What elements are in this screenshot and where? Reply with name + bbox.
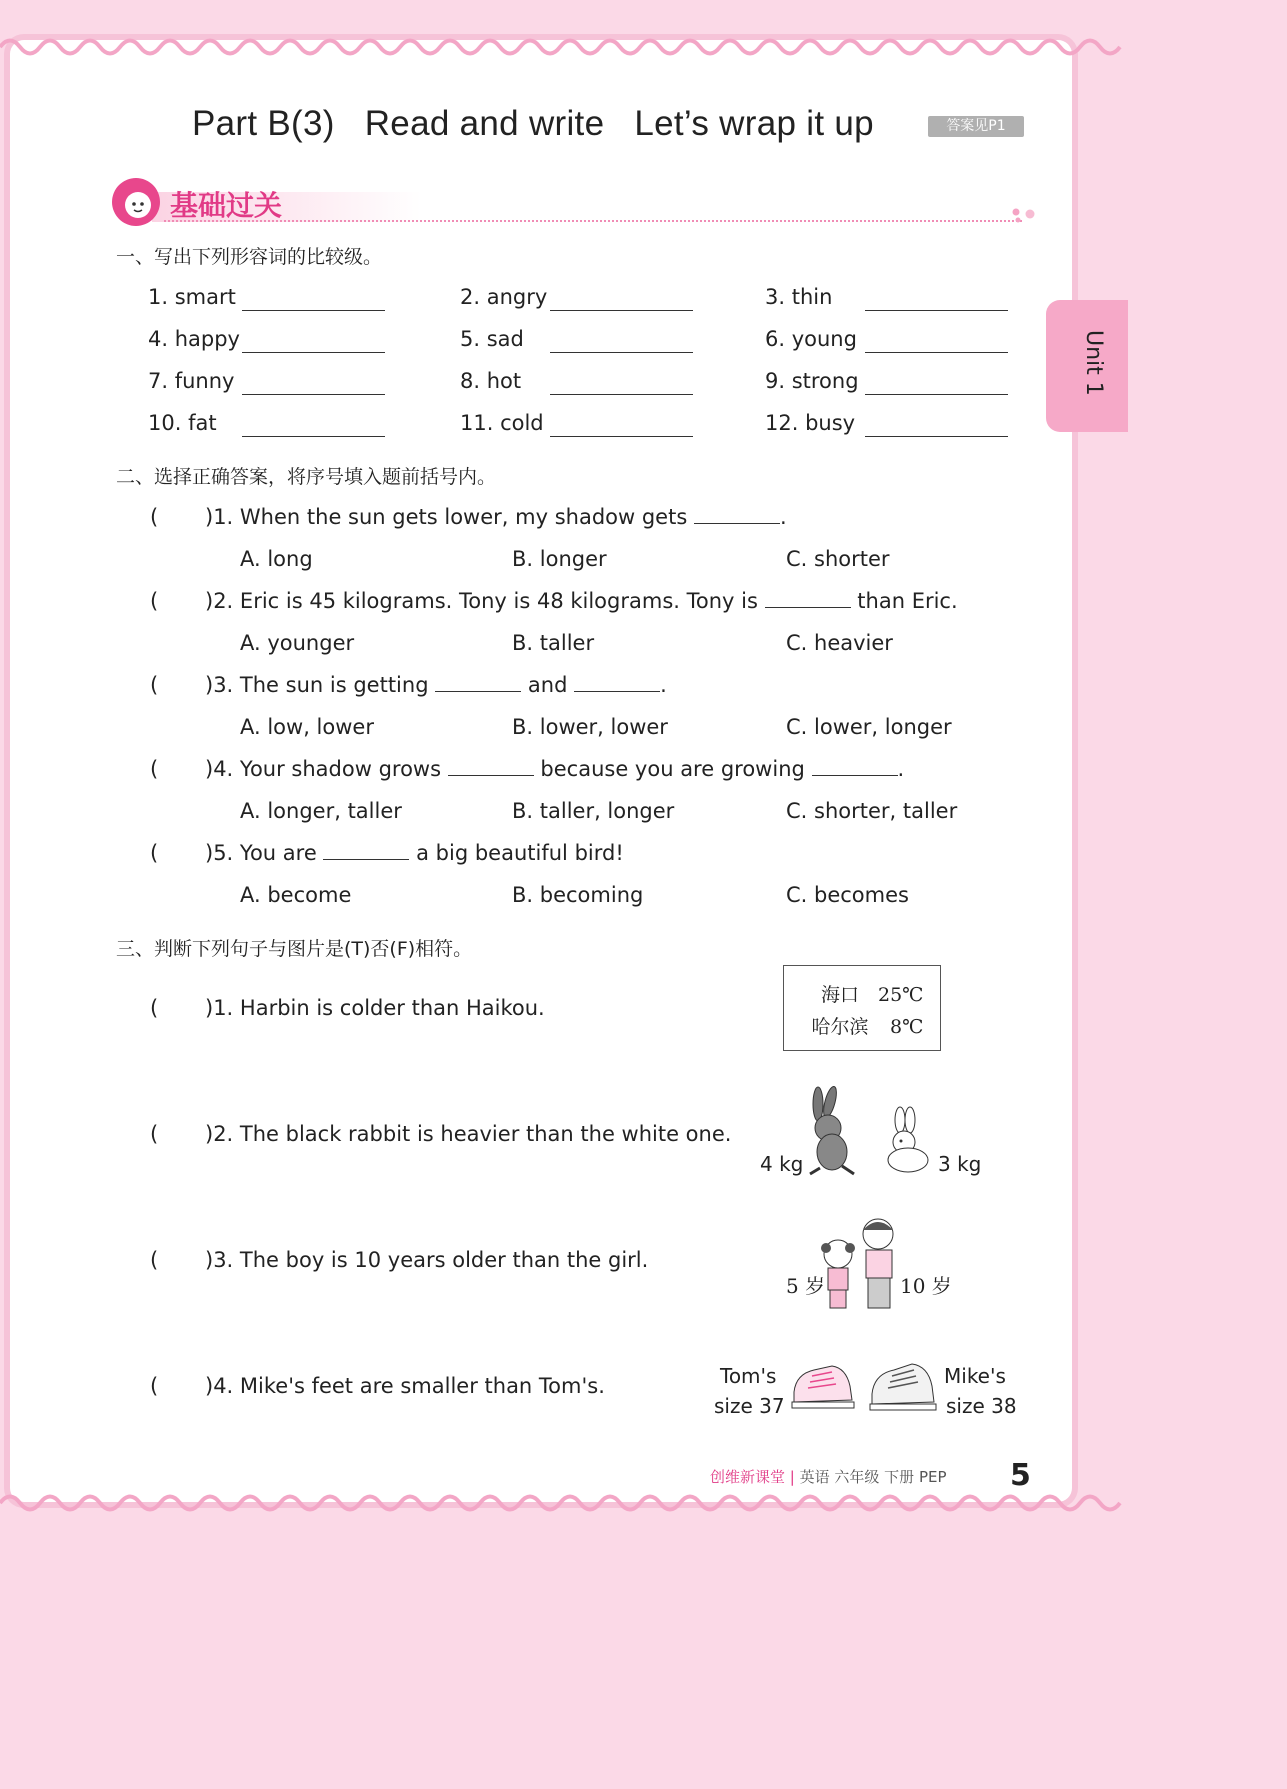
question-text-end: a big beautiful bird! — [416, 841, 624, 865]
temp-row-haikou — [802, 980, 923, 1007]
question-text: Your shadow grows — [239, 757, 442, 781]
answer-blank[interactable] — [242, 394, 385, 395]
q2-title: 二、选择正确答案，将序号填入题前括号内。 — [116, 466, 497, 488]
footer-separator: | — [789, 1468, 795, 1486]
answer-paren[interactable]: ( — [150, 996, 159, 1020]
fill-blank[interactable] — [448, 757, 534, 776]
fill-blank[interactable] — [323, 841, 409, 860]
q1-item: 3. thin — [765, 285, 833, 309]
answer-blank[interactable] — [550, 436, 693, 437]
option-a: A. low, lower — [240, 715, 374, 739]
q1-item: 8. hot — [460, 369, 522, 393]
question-text-end: . — [897, 757, 905, 781]
q1-title: 一、写出下列形容词的比较级。 — [116, 246, 383, 268]
mike-label: Mike's — [944, 1364, 1006, 1388]
page-title — [192, 104, 874, 144]
fill-blank[interactable] — [812, 757, 898, 776]
question-text: When the sun gets lower, my shadow gets — [239, 505, 688, 529]
white-rabbit-icon — [876, 1106, 936, 1176]
answer-blank[interactable] — [865, 310, 1008, 311]
q2-question-4 — [205, 757, 904, 781]
answer-blank[interactable] — [550, 310, 693, 311]
girl-and-boy-icon — [816, 1210, 900, 1314]
option-b: B. becoming — [512, 883, 644, 907]
answer-blank[interactable] — [865, 436, 1008, 437]
answer-paren[interactable]: ( — [150, 757, 159, 781]
answer-blank[interactable] — [865, 394, 1008, 395]
question-text-mid: and — [527, 673, 568, 697]
city-name: 哈尔滨 — [811, 1016, 869, 1038]
q1-item: 11. cold — [460, 411, 544, 435]
answer-paren[interactable]: ( — [150, 1248, 159, 1272]
option-c: C. shorter — [786, 547, 890, 571]
answer-paren[interactable]: ( — [150, 673, 159, 697]
city-temp: 25℃ — [878, 984, 924, 1006]
mike-size: size 38 — [946, 1394, 1017, 1418]
title-wrap: Let’s wrap it up — [634, 104, 874, 143]
question-text: Eric is 45 kilograms. Tony is 48 kilograms. Tony is — [239, 589, 758, 613]
answer-paren[interactable]: ( — [150, 589, 159, 613]
q3-statement-4: )4. Mike's feet are smaller than Tom's. — [205, 1374, 605, 1398]
option-c: C. lower, longer — [786, 715, 952, 739]
q1-item: 6. young — [765, 327, 857, 351]
question-text-mid: because you are growing — [540, 757, 805, 781]
q3-statement-1: )1. Harbin is colder than Haikou. — [205, 996, 545, 1020]
fill-blank[interactable] — [765, 589, 851, 608]
unit-tab[interactable] — [1046, 300, 1128, 432]
q1-item: 7. funny — [148, 369, 235, 393]
option-c: C. becomes — [786, 883, 909, 907]
city-name: 海口 — [820, 984, 859, 1006]
option-b: B. lower, lower — [512, 715, 668, 739]
section-divider — [164, 220, 1022, 222]
answer-blank[interactable] — [242, 310, 385, 311]
footer — [710, 1466, 947, 1487]
tom-shoes-icon — [788, 1356, 858, 1412]
q1-item: 12. busy — [765, 411, 856, 435]
answer-paren[interactable]: ( — [150, 841, 159, 865]
boy-age: 10 岁 — [900, 1274, 952, 1298]
tom-label: Tom's — [720, 1364, 777, 1388]
unit-tab-label: Unit 1 — [1081, 330, 1106, 396]
fill-blank[interactable] — [574, 673, 660, 692]
option-b: B. longer — [512, 547, 607, 571]
city-temp: 8℃ — [890, 1016, 924, 1038]
page-number: 5 — [1010, 1458, 1031, 1493]
title-read: Read and write — [364, 104, 605, 143]
answer-blank[interactable] — [865, 352, 1008, 353]
q3-title: 三、判断下列句子与图片是(T)否(F)相符。 — [116, 938, 473, 960]
black-rabbit-icon — [798, 1086, 864, 1178]
black-rabbit-weight: 4 kg — [760, 1152, 804, 1176]
question-text: The sun is getting — [239, 673, 429, 697]
cartoon-girl-icon — [112, 178, 160, 226]
answer-blank[interactable] — [550, 394, 693, 395]
question-num: )5. — [205, 841, 234, 865]
q1-item: 10. fat — [148, 411, 217, 435]
question-num: )3. — [205, 673, 234, 697]
q1-item: 1. smart — [148, 285, 236, 309]
answer-blank[interactable] — [550, 352, 693, 353]
q3-statement-2: )2. The black rabbit is heavier than the white one. — [205, 1122, 732, 1146]
q1-item: 2. angry — [460, 285, 548, 309]
tom-size: size 37 — [714, 1394, 785, 1418]
q1-item: 4. happy — [148, 327, 240, 351]
footer-brand: 创维新课堂 — [710, 1468, 786, 1486]
q2-question-2 — [205, 589, 958, 613]
option-a: A. long — [240, 547, 313, 571]
question-text-end: than Eric. — [857, 589, 958, 613]
top-wave-border — [0, 34, 1128, 60]
q3-statement-3: )3. The boy is 10 years older than the girl. — [205, 1248, 649, 1272]
girl-age: 5 岁 — [786, 1274, 826, 1298]
question-text-end: . — [779, 505, 787, 529]
question-num: )2. — [205, 589, 234, 613]
option-b: B. taller — [512, 631, 595, 655]
bottom-wave-border — [0, 1490, 1128, 1516]
answer-blank[interactable] — [242, 436, 385, 437]
temperature-box — [783, 965, 941, 1051]
temp-row-harbin — [802, 1012, 923, 1039]
q1-item: 9. strong — [765, 369, 859, 393]
q2-question-5 — [205, 841, 624, 865]
section-header — [112, 178, 1032, 226]
section-label: 基础过关 — [170, 189, 283, 222]
white-rabbit-weight: 3 kg — [938, 1152, 982, 1176]
mike-shoes-icon — [866, 1356, 940, 1414]
decor-dots-icon — [1010, 206, 1038, 224]
option-a: A. become — [240, 883, 352, 907]
answer-paren[interactable]: ( — [150, 505, 159, 529]
answer-blank[interactable] — [242, 352, 385, 353]
option-a: A. younger — [240, 631, 355, 655]
footer-info: 英语 六年级 下册 PEP — [799, 1468, 947, 1486]
q2-question-3 — [205, 673, 667, 697]
question-text: You are — [239, 841, 317, 865]
answer-reference-tag: 答案见P1 — [928, 116, 1024, 137]
option-c: C. heavier — [786, 631, 893, 655]
q2-question-1 — [205, 505, 787, 529]
option-a: A. longer, taller — [240, 799, 402, 823]
option-b: B. taller, longer — [512, 799, 675, 823]
fill-blank[interactable] — [694, 505, 780, 524]
answer-paren[interactable]: ( — [150, 1122, 159, 1146]
fill-blank[interactable] — [435, 673, 521, 692]
title-part: Part B(3) — [192, 104, 335, 143]
answer-paren[interactable]: ( — [150, 1374, 159, 1398]
question-text-end: . — [660, 673, 667, 697]
question-num: )1. — [205, 505, 234, 529]
question-num: )4. — [205, 757, 234, 781]
q1-item: 5. sad — [460, 327, 524, 351]
option-c: C. shorter, taller — [786, 799, 958, 823]
